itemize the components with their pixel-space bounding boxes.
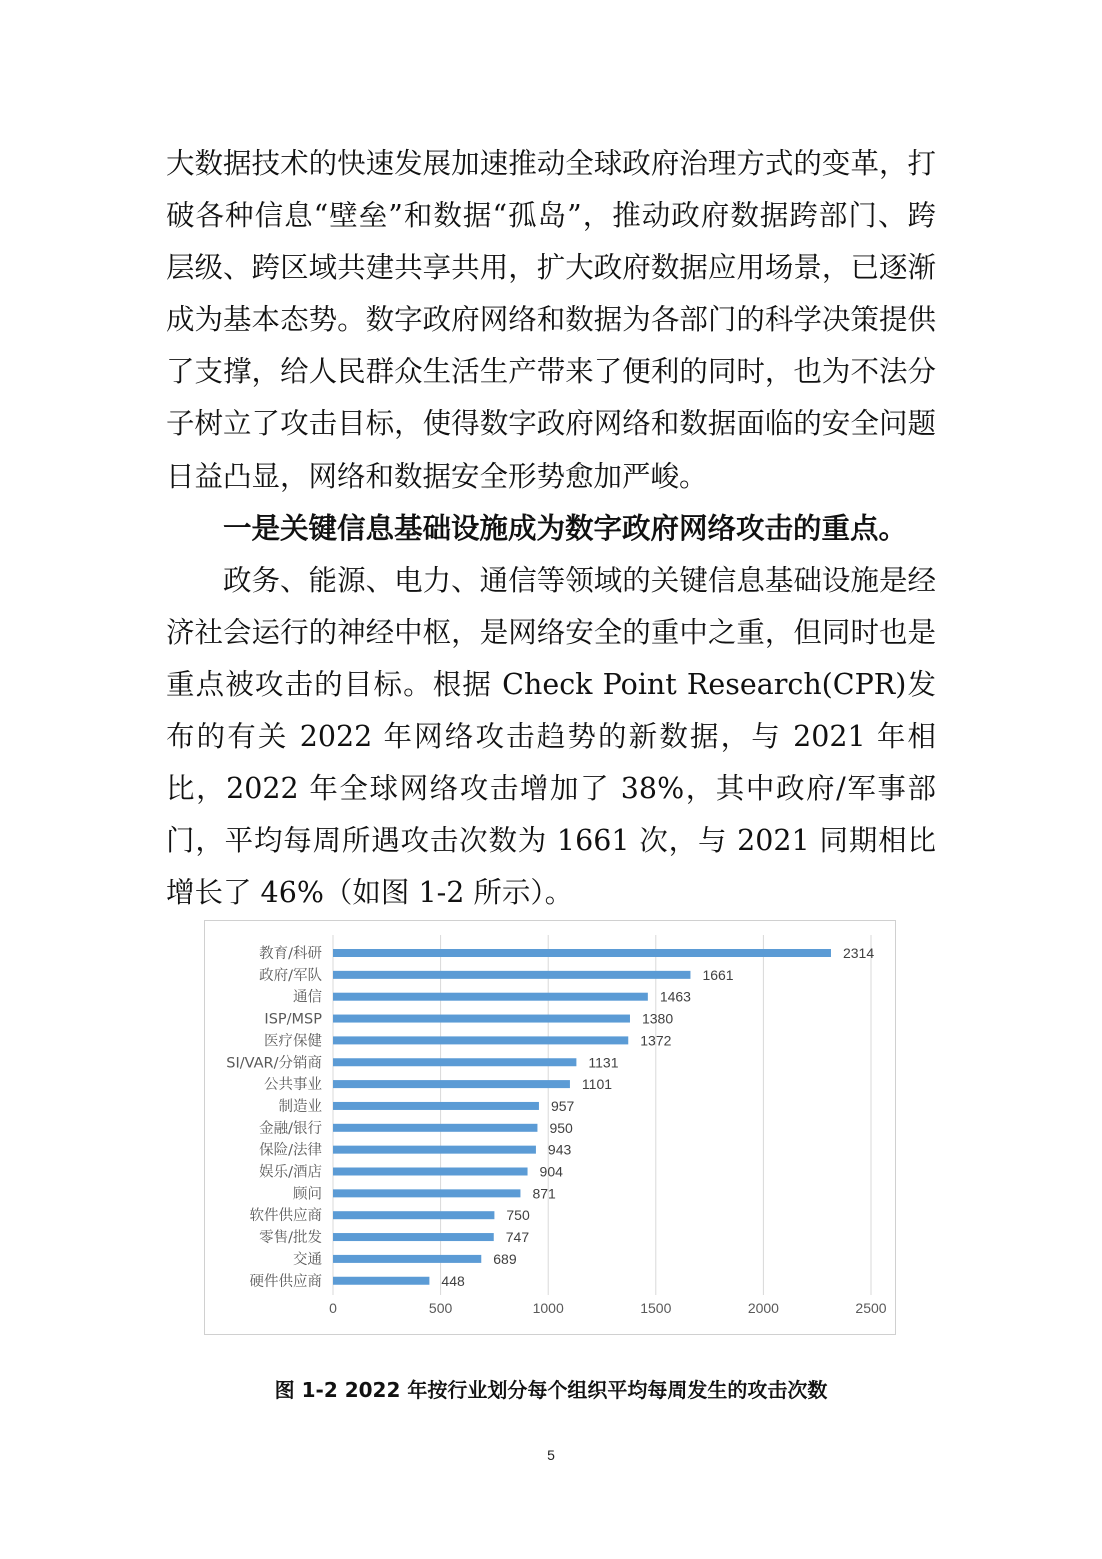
- x-tick-label: 0: [329, 1300, 337, 1316]
- category-label: 政府/军队: [259, 967, 322, 984]
- value-label: 904: [539, 1163, 563, 1180]
- x-tick-label: 1500: [640, 1300, 672, 1316]
- value-label: 448: [441, 1272, 465, 1289]
- category-label: 通信: [293, 989, 322, 1006]
- value-label: 1380: [641, 1010, 674, 1027]
- value-label: 1131: [588, 1054, 619, 1071]
- category-label: 医疗保健: [264, 1033, 322, 1050]
- value-label: 750: [506, 1207, 530, 1224]
- category-label: 公共事业: [264, 1077, 322, 1094]
- body-text: [166, 138, 936, 919]
- bar: [333, 1146, 536, 1154]
- value-label: 1372: [640, 1032, 672, 1049]
- x-tick-label: 1000: [532, 1300, 564, 1316]
- page-number: 5: [547, 1447, 555, 1463]
- figure-caption: 图 1-2 2022 年按行业划分每个组织平均每周发生的攻击次数: [274, 1378, 828, 1402]
- value-label: 2314: [842, 945, 875, 961]
- category-label: 顾问: [293, 1186, 322, 1203]
- category-label: 软件供应商: [249, 1208, 322, 1225]
- bar: [333, 949, 831, 957]
- value-label: 1463: [659, 988, 691, 1005]
- bar: [333, 1168, 528, 1176]
- value-label: 1661: [702, 966, 734, 983]
- value-label: 943: [547, 1141, 572, 1158]
- bar: [333, 1255, 481, 1263]
- paragraph-2: 政务、能源、电力、通信等领域的关键信息基础设施是经济社会运行的神经中枢，是网络安全的重中之重，但同时也是重点被攻击的目标。根据 Check Point Research(CPR)发布的有关 2022 年网络攻击趋势的新数据，与 2021 年相比，2022 年全球网络攻击增加了 38%，其中政府/军事部门，平均每周所遇攻击次数为 1661 次，与 2021 同期相比增长了 46%（如图 1-2 所示）。: [166, 563, 936, 910]
- category-label: SI/VAR/分销商: [226, 1055, 322, 1072]
- category-label: 金融/银行: [259, 1120, 322, 1137]
- x-tick-label: 2500: [855, 1300, 887, 1316]
- bar: [333, 1036, 628, 1044]
- paragraph-1: 大数据技术的快速发展加速推动全球政府治理方式的变革，打破各种信息“壁垒”和数据“孤岛”，推动政府数据跨部门、跨层级、跨区域共建共享共用，扩大政府数据应用场景，已逐渐成为基本态势。数字政府网络和数据为各部门的科学决策提供了支撑，给人民群众生活生产带来了便利的同时，也为不法分子树立了攻击目标，使得数字政府网络和数据面临的安全问题日益凸显，网络和数据安全形势愈加严峻。: [166, 147, 936, 493]
- bar: [333, 1277, 429, 1285]
- bar: [333, 1233, 494, 1241]
- category-label: 娱乐/酒店: [259, 1164, 322, 1181]
- bar: [333, 1015, 630, 1023]
- bar: [333, 1211, 494, 1219]
- value-label: 747: [505, 1229, 530, 1246]
- category-label: 保险/法律: [259, 1142, 322, 1159]
- value-label: 957: [550, 1097, 575, 1114]
- bar-chart: [204, 920, 896, 1335]
- value-label: 871: [532, 1185, 556, 1202]
- category-label: 交通: [293, 1251, 322, 1268]
- section-heading: 一是关键信息基础设施成为数字政府网络攻击的重点。: [223, 511, 908, 545]
- bar: [333, 1080, 570, 1088]
- value-label: 1101: [581, 1076, 613, 1093]
- bar: [333, 1102, 539, 1110]
- value-label: 689: [493, 1250, 517, 1267]
- category-label: ISP/MSP: [264, 1011, 322, 1028]
- x-tick-label: 500: [428, 1300, 453, 1316]
- bar: [333, 1124, 537, 1132]
- category-label: 教育/科研: [259, 946, 322, 962]
- bar-chart-svg: [205, 921, 897, 1336]
- category-label: 零售/批发: [259, 1230, 322, 1247]
- bar: [333, 1189, 520, 1197]
- bar: [333, 993, 648, 1001]
- value-label: 950: [549, 1119, 573, 1136]
- category-label: 制造业: [278, 1098, 322, 1115]
- category-label: 硬件供应商: [249, 1273, 322, 1290]
- bar: [333, 971, 690, 979]
- x-tick-label: 2000: [747, 1300, 779, 1316]
- bar: [333, 1058, 576, 1066]
